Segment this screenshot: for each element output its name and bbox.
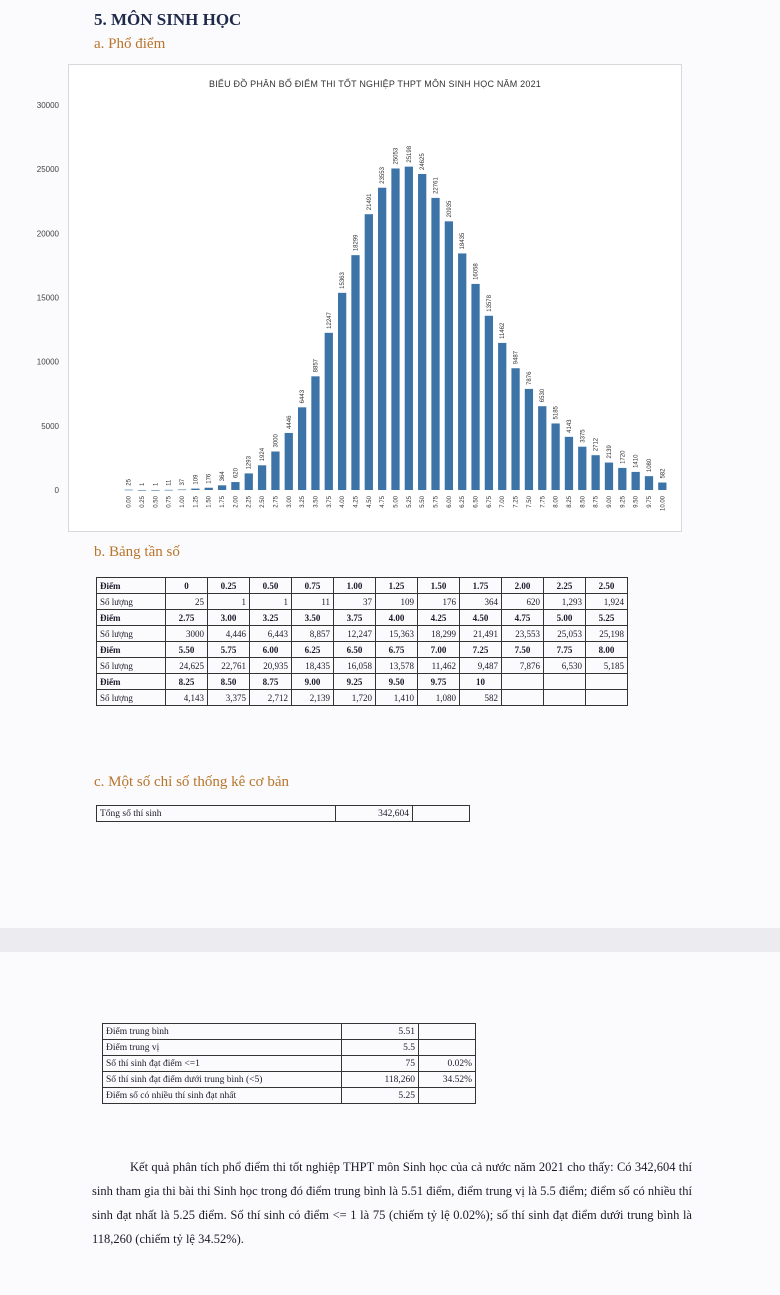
bar <box>245 473 253 490</box>
table-row <box>97 806 470 822</box>
table-cell: 6.50 <box>334 642 376 658</box>
table-cell: 6,530 <box>544 658 586 674</box>
frequency-table <box>96 577 628 706</box>
table-cell: 5.00 <box>544 610 586 626</box>
x-tick-label: 8.50 <box>580 496 587 508</box>
table-cell <box>544 690 586 706</box>
bar <box>471 284 479 490</box>
table-cell: 7.75 <box>544 642 586 658</box>
section-title: 5. MÔN SINH HỌC <box>94 10 242 29</box>
table-cell: 1,410 <box>376 690 418 706</box>
data-label: 11462 <box>500 322 507 339</box>
data-label: 176 <box>206 473 213 484</box>
table-cell: 1.75 <box>460 578 502 594</box>
x-tick-label: 9.50 <box>633 496 640 508</box>
table-cell: 8.75 <box>250 674 292 690</box>
total-label: Tổng số thí sinh <box>97 806 336 822</box>
table-cell: 364 <box>460 594 502 610</box>
data-label: 4446 <box>286 415 293 429</box>
table-cell <box>502 690 544 706</box>
table-cell: 9.75 <box>418 674 460 690</box>
table-cell: 2.50 <box>586 578 628 594</box>
bar <box>591 455 599 490</box>
total-extra <box>413 806 470 822</box>
data-label: 18435 <box>460 232 467 250</box>
bar <box>258 465 266 490</box>
x-tick-label: 3.00 <box>286 496 293 508</box>
bar <box>525 389 533 490</box>
y-tick-label: 15000 <box>36 293 59 303</box>
table-row <box>103 1088 476 1104</box>
x-tick-label: 1.00 <box>180 496 187 508</box>
table-cell: 9,487 <box>460 658 502 674</box>
statistics-table <box>102 1023 476 1104</box>
table-row <box>97 642 628 658</box>
table-cell: 11 <box>292 594 334 610</box>
table-row <box>97 610 628 626</box>
table-row <box>103 1024 476 1040</box>
data-label: 1720 <box>620 450 627 464</box>
table-cell: 15,363 <box>376 626 418 642</box>
bar <box>511 368 519 490</box>
paragraph-text: Kết quả phân tích phổ điểm thi tốt nghiệp THPT môn Sinh học của cả nước năm 2021 cho thấy: Có 342,604 thí sinh tham gia thi bài thi Sinh học trong đó điểm trung bình là 5.51 điểm, điểm trung vị là 5.5 điểm; điểm số có nhiều thí sinh đạt nhất là 5.25 điểm. Số thí sinh có điểm <= 1 là 75 (chiếm tỷ lệ 0.02%); số thí sinh đạt điểm dưới trung bình là 118,260 (chiếm tỷ lệ 34.52%). <box>92 1160 692 1246</box>
x-tick-label: 4.75 <box>380 496 387 508</box>
table-cell: 1,720 <box>334 690 376 706</box>
data-label: 37 <box>180 478 187 486</box>
data-label: 3375 <box>580 429 587 443</box>
data-label: 12247 <box>326 312 333 329</box>
table-cell: 2.25 <box>544 578 586 594</box>
data-label: 24625 <box>420 153 427 170</box>
x-tick-label: 2.50 <box>260 496 267 508</box>
data-label: 18299 <box>353 234 360 252</box>
table-cell: 1 <box>208 594 250 610</box>
stat-percent: 0.02% <box>419 1056 476 1072</box>
y-tick-label: 0 <box>54 486 59 495</box>
table-cell: 6.25 <box>292 642 334 658</box>
data-label: 13578 <box>486 295 493 312</box>
bar <box>231 482 239 490</box>
table-cell: 0.75 <box>292 578 334 594</box>
table-row <box>97 658 628 674</box>
x-tick-label: 3.75 <box>326 496 333 508</box>
x-tick-label: 8.75 <box>593 496 600 508</box>
table-row <box>97 690 628 706</box>
bar <box>338 293 346 490</box>
bar <box>645 476 653 490</box>
x-tick-label: 2.00 <box>233 496 240 508</box>
table-cell: 4.50 <box>460 610 502 626</box>
bar <box>405 167 413 490</box>
y-tick-label: 10000 <box>36 357 59 367</box>
x-tick-label: 1.50 <box>206 496 213 508</box>
table-cell: 4,446 <box>208 626 250 642</box>
x-tick-label: 8.25 <box>566 496 573 508</box>
table-cell: 3.75 <box>334 610 376 626</box>
data-label: 1924 <box>260 447 267 462</box>
table-cell: 0.50 <box>250 578 292 594</box>
table-cell: 1.25 <box>376 578 418 594</box>
bar <box>218 485 226 490</box>
row-label: Số lượng <box>97 594 166 610</box>
table-cell: 3.50 <box>292 610 334 626</box>
bar <box>165 490 173 491</box>
table-cell: 5.25 <box>586 610 628 626</box>
table-row <box>103 1072 476 1088</box>
bar <box>538 406 546 490</box>
x-tick-label: 0.50 <box>153 496 160 508</box>
table-cell: 25,053 <box>544 626 586 642</box>
total-table <box>96 805 470 822</box>
table-cell: 5.75 <box>208 642 250 658</box>
data-label: 1 <box>153 482 160 486</box>
table-cell: 9.50 <box>376 674 418 690</box>
table-cell: 22,761 <box>208 658 250 674</box>
row-label: Điểm <box>97 674 166 690</box>
x-tick-label: 6.00 <box>446 496 453 508</box>
table-cell: 37 <box>334 594 376 610</box>
table-cell: 20,935 <box>250 658 292 674</box>
x-tick-label: 2.25 <box>246 496 253 508</box>
data-label: 25198 <box>406 145 413 163</box>
table-cell: 21,491 <box>460 626 502 642</box>
row-label: Số lượng <box>97 690 166 706</box>
table-cell: 0.25 <box>208 578 250 594</box>
x-tick-label: 4.50 <box>366 496 373 508</box>
bar <box>378 188 386 490</box>
data-label: 5185 <box>553 406 560 420</box>
stat-value: 75 <box>342 1056 419 1072</box>
table-cell: 4.75 <box>502 610 544 626</box>
table-cell: 4.25 <box>418 610 460 626</box>
data-label: 21491 <box>366 193 373 211</box>
table-cell: 620 <box>502 594 544 610</box>
stat-label: Số thí sinh đạt điểm dưới trung bình (<5) <box>103 1072 342 1088</box>
stat-percent: 34.52% <box>419 1072 476 1088</box>
table-cell: 0 <box>166 578 208 594</box>
bar <box>125 490 133 491</box>
x-tick-label: 10.00 <box>660 496 667 512</box>
data-label: 6530 <box>540 388 547 403</box>
total-value: 342,604 <box>336 806 413 822</box>
row-label: Điểm <box>97 642 166 658</box>
x-tick-label: 5.00 <box>393 496 400 508</box>
stat-value: 5.51 <box>342 1024 419 1040</box>
stat-value: 118,260 <box>342 1072 419 1088</box>
data-label: 4143 <box>566 419 573 433</box>
bar <box>551 423 559 490</box>
data-label: 25 <box>126 478 133 486</box>
x-tick-label: 6.25 <box>460 496 467 508</box>
table-cell: 1,080 <box>418 690 460 706</box>
table-cell <box>586 674 628 690</box>
table-cell: 25,198 <box>586 626 628 642</box>
subsection-c-title: c. Một số chỉ số thống kê cơ bản <box>94 774 289 790</box>
table-cell: 7.00 <box>418 642 460 658</box>
bar <box>632 472 640 490</box>
table-cell: 11,462 <box>418 658 460 674</box>
x-tick-label: 9.00 <box>606 496 613 508</box>
table-cell: 7,876 <box>502 658 544 674</box>
data-label: 25053 <box>393 147 400 165</box>
data-label: 2712 <box>593 437 600 452</box>
x-tick-label: 7.75 <box>540 496 547 508</box>
bar <box>431 198 439 490</box>
data-label: 1410 <box>633 454 640 468</box>
bar <box>298 407 306 490</box>
row-label: Điểm <box>97 578 166 594</box>
x-tick-label: 2.75 <box>273 496 280 508</box>
table-cell: 1.00 <box>334 578 376 594</box>
bar <box>311 376 319 490</box>
data-label: 11 <box>166 479 173 486</box>
table-cell: 1.50 <box>418 578 460 594</box>
stat-value: 5.25 <box>342 1088 419 1104</box>
table-row <box>103 1056 476 1072</box>
x-tick-label: 3.50 <box>313 496 320 508</box>
table-cell: 5.50 <box>166 642 208 658</box>
x-tick-label: 5.75 <box>433 496 440 508</box>
x-tick-label: 9.25 <box>620 496 627 508</box>
data-label: 1 <box>140 482 147 486</box>
bar <box>605 463 613 490</box>
bar <box>325 333 333 490</box>
table-cell: 8.50 <box>208 674 250 690</box>
bar <box>365 214 373 490</box>
table-row <box>103 1040 476 1056</box>
bar <box>205 488 213 490</box>
data-label: 15363 <box>340 272 347 289</box>
bar <box>565 437 573 490</box>
data-label: 109 <box>193 474 200 485</box>
y-tick-label: 20000 <box>36 229 59 239</box>
x-tick-label: 9.75 <box>646 496 653 508</box>
table-cell: 8.25 <box>166 674 208 690</box>
table-cell: 582 <box>460 690 502 706</box>
stat-value: 5.5 <box>342 1040 419 1056</box>
table-cell: 1,293 <box>544 594 586 610</box>
bar <box>658 483 666 490</box>
table-cell: 9.25 <box>334 674 376 690</box>
table-cell: 24,625 <box>166 658 208 674</box>
bar <box>285 433 293 490</box>
table-cell: 8,857 <box>292 626 334 642</box>
x-tick-label: 6.50 <box>473 496 480 508</box>
table-cell: 176 <box>418 594 460 610</box>
x-tick-label: 5.50 <box>420 496 427 508</box>
score-distribution-chart <box>36 64 682 532</box>
x-tick-label: 4.00 <box>340 496 347 508</box>
stat-label: Điểm trung vị <box>103 1040 342 1056</box>
table-cell: 13,578 <box>376 658 418 674</box>
chart-title: BIỂU ĐỒ PHÂN BỐ ĐIỂM THI TỐT NGHIỆP THPT MÔN SINH HỌC NĂM 2021 <box>209 79 541 89</box>
stat-percent <box>419 1040 476 1056</box>
table-row <box>97 626 628 642</box>
y-tick-label: 5000 <box>41 421 59 431</box>
data-label: 22761 <box>433 177 440 194</box>
data-label: 9487 <box>513 350 520 365</box>
row-label: Số lượng <box>97 658 166 674</box>
data-label: 1293 <box>246 456 253 470</box>
table-cell: 2,139 <box>292 690 334 706</box>
data-label: 20935 <box>446 200 453 218</box>
bar <box>151 490 159 491</box>
data-label: 620 <box>233 468 240 479</box>
stat-label: Số thí sinh đạt điểm <=1 <box>103 1056 342 1072</box>
y-tick-label: 30000 <box>36 101 59 110</box>
table-cell: 109 <box>376 594 418 610</box>
data-label: 23553 <box>380 167 387 184</box>
table-cell: 12,247 <box>334 626 376 642</box>
bar <box>271 452 279 491</box>
table-cell: 2.75 <box>166 610 208 626</box>
table-cell: 7.25 <box>460 642 502 658</box>
table-cell: 16,058 <box>334 658 376 674</box>
x-tick-label: 0.75 <box>166 496 173 508</box>
table-cell: 7.50 <box>502 642 544 658</box>
table-cell: 25 <box>166 594 208 610</box>
analysis-paragraph <box>92 1155 692 1251</box>
bar <box>418 174 426 490</box>
data-label: 582 <box>660 468 667 479</box>
table-cell: 4.00 <box>376 610 418 626</box>
table-cell: 5,185 <box>586 658 628 674</box>
bar <box>498 343 506 490</box>
bar <box>391 168 399 490</box>
data-label: 1080 <box>646 458 653 473</box>
x-tick-label: 5.25 <box>406 496 413 508</box>
table-cell: 3.00 <box>208 610 250 626</box>
stat-percent <box>419 1024 476 1040</box>
table-cell: 1,924 <box>586 594 628 610</box>
table-cell: 6.75 <box>376 642 418 658</box>
stat-percent <box>419 1088 476 1104</box>
data-label: 364 <box>220 471 227 482</box>
table-cell: 10 <box>460 674 502 690</box>
bar <box>138 490 146 491</box>
table-cell: 2.00 <box>502 578 544 594</box>
table-cell: 3,375 <box>208 690 250 706</box>
table-cell: 6,443 <box>250 626 292 642</box>
bar <box>458 253 466 490</box>
x-tick-label: 1.25 <box>193 496 200 508</box>
x-tick-label: 0.25 <box>140 496 147 508</box>
row-label: Điểm <box>97 610 166 626</box>
table-cell: 9.00 <box>292 674 334 690</box>
x-tick-label: 1.75 <box>220 496 227 508</box>
data-label: 3000 <box>273 434 280 448</box>
table-cell: 6.00 <box>250 642 292 658</box>
table-cell: 2,712 <box>250 690 292 706</box>
table-cell: 23,553 <box>502 626 544 642</box>
table-cell: 18,435 <box>292 658 334 674</box>
x-tick-label: 4.25 <box>353 496 360 508</box>
x-tick-label: 7.50 <box>526 496 533 508</box>
bar <box>445 221 453 490</box>
bar <box>191 489 199 490</box>
bar <box>485 316 493 490</box>
bar <box>618 468 626 490</box>
bar <box>351 255 359 490</box>
data-label: 2139 <box>606 445 613 459</box>
subsection-b-title: b. Bảng tần số <box>94 544 180 560</box>
table-cell <box>502 674 544 690</box>
data-label: 16058 <box>473 263 480 280</box>
x-tick-label: 7.25 <box>513 496 520 508</box>
data-label: 7876 <box>526 371 533 385</box>
x-tick-label: 8.00 <box>553 496 560 508</box>
table-cell: 18,299 <box>418 626 460 642</box>
bar <box>178 490 186 491</box>
x-tick-label: 0.00 <box>126 496 133 508</box>
data-label: 6443 <box>300 389 307 404</box>
bar <box>578 447 586 490</box>
row-label: Số lượng <box>97 626 166 642</box>
stat-label: Điểm số có nhiều thí sinh đạt nhất <box>103 1088 342 1104</box>
subsection-a-title: a. Phổ điểm <box>94 36 166 52</box>
table-cell: 8.00 <box>586 642 628 658</box>
chart-svg <box>36 65 681 531</box>
data-label: 8857 <box>313 358 320 373</box>
table-row <box>97 594 628 610</box>
table-cell <box>544 674 586 690</box>
y-tick-label: 25000 <box>36 165 59 175</box>
table-cell: 4,143 <box>166 690 208 706</box>
table-cell: 3.25 <box>250 610 292 626</box>
table-row <box>97 674 628 690</box>
table-cell: 1 <box>250 594 292 610</box>
stat-label: Điểm trung bình <box>103 1024 342 1040</box>
x-tick-label: 6.75 <box>486 496 493 508</box>
table-cell: 3000 <box>166 626 208 642</box>
x-tick-label: 7.00 <box>500 496 507 508</box>
table-row <box>97 578 628 594</box>
table-cell <box>586 690 628 706</box>
x-tick-label: 3.25 <box>300 496 307 508</box>
